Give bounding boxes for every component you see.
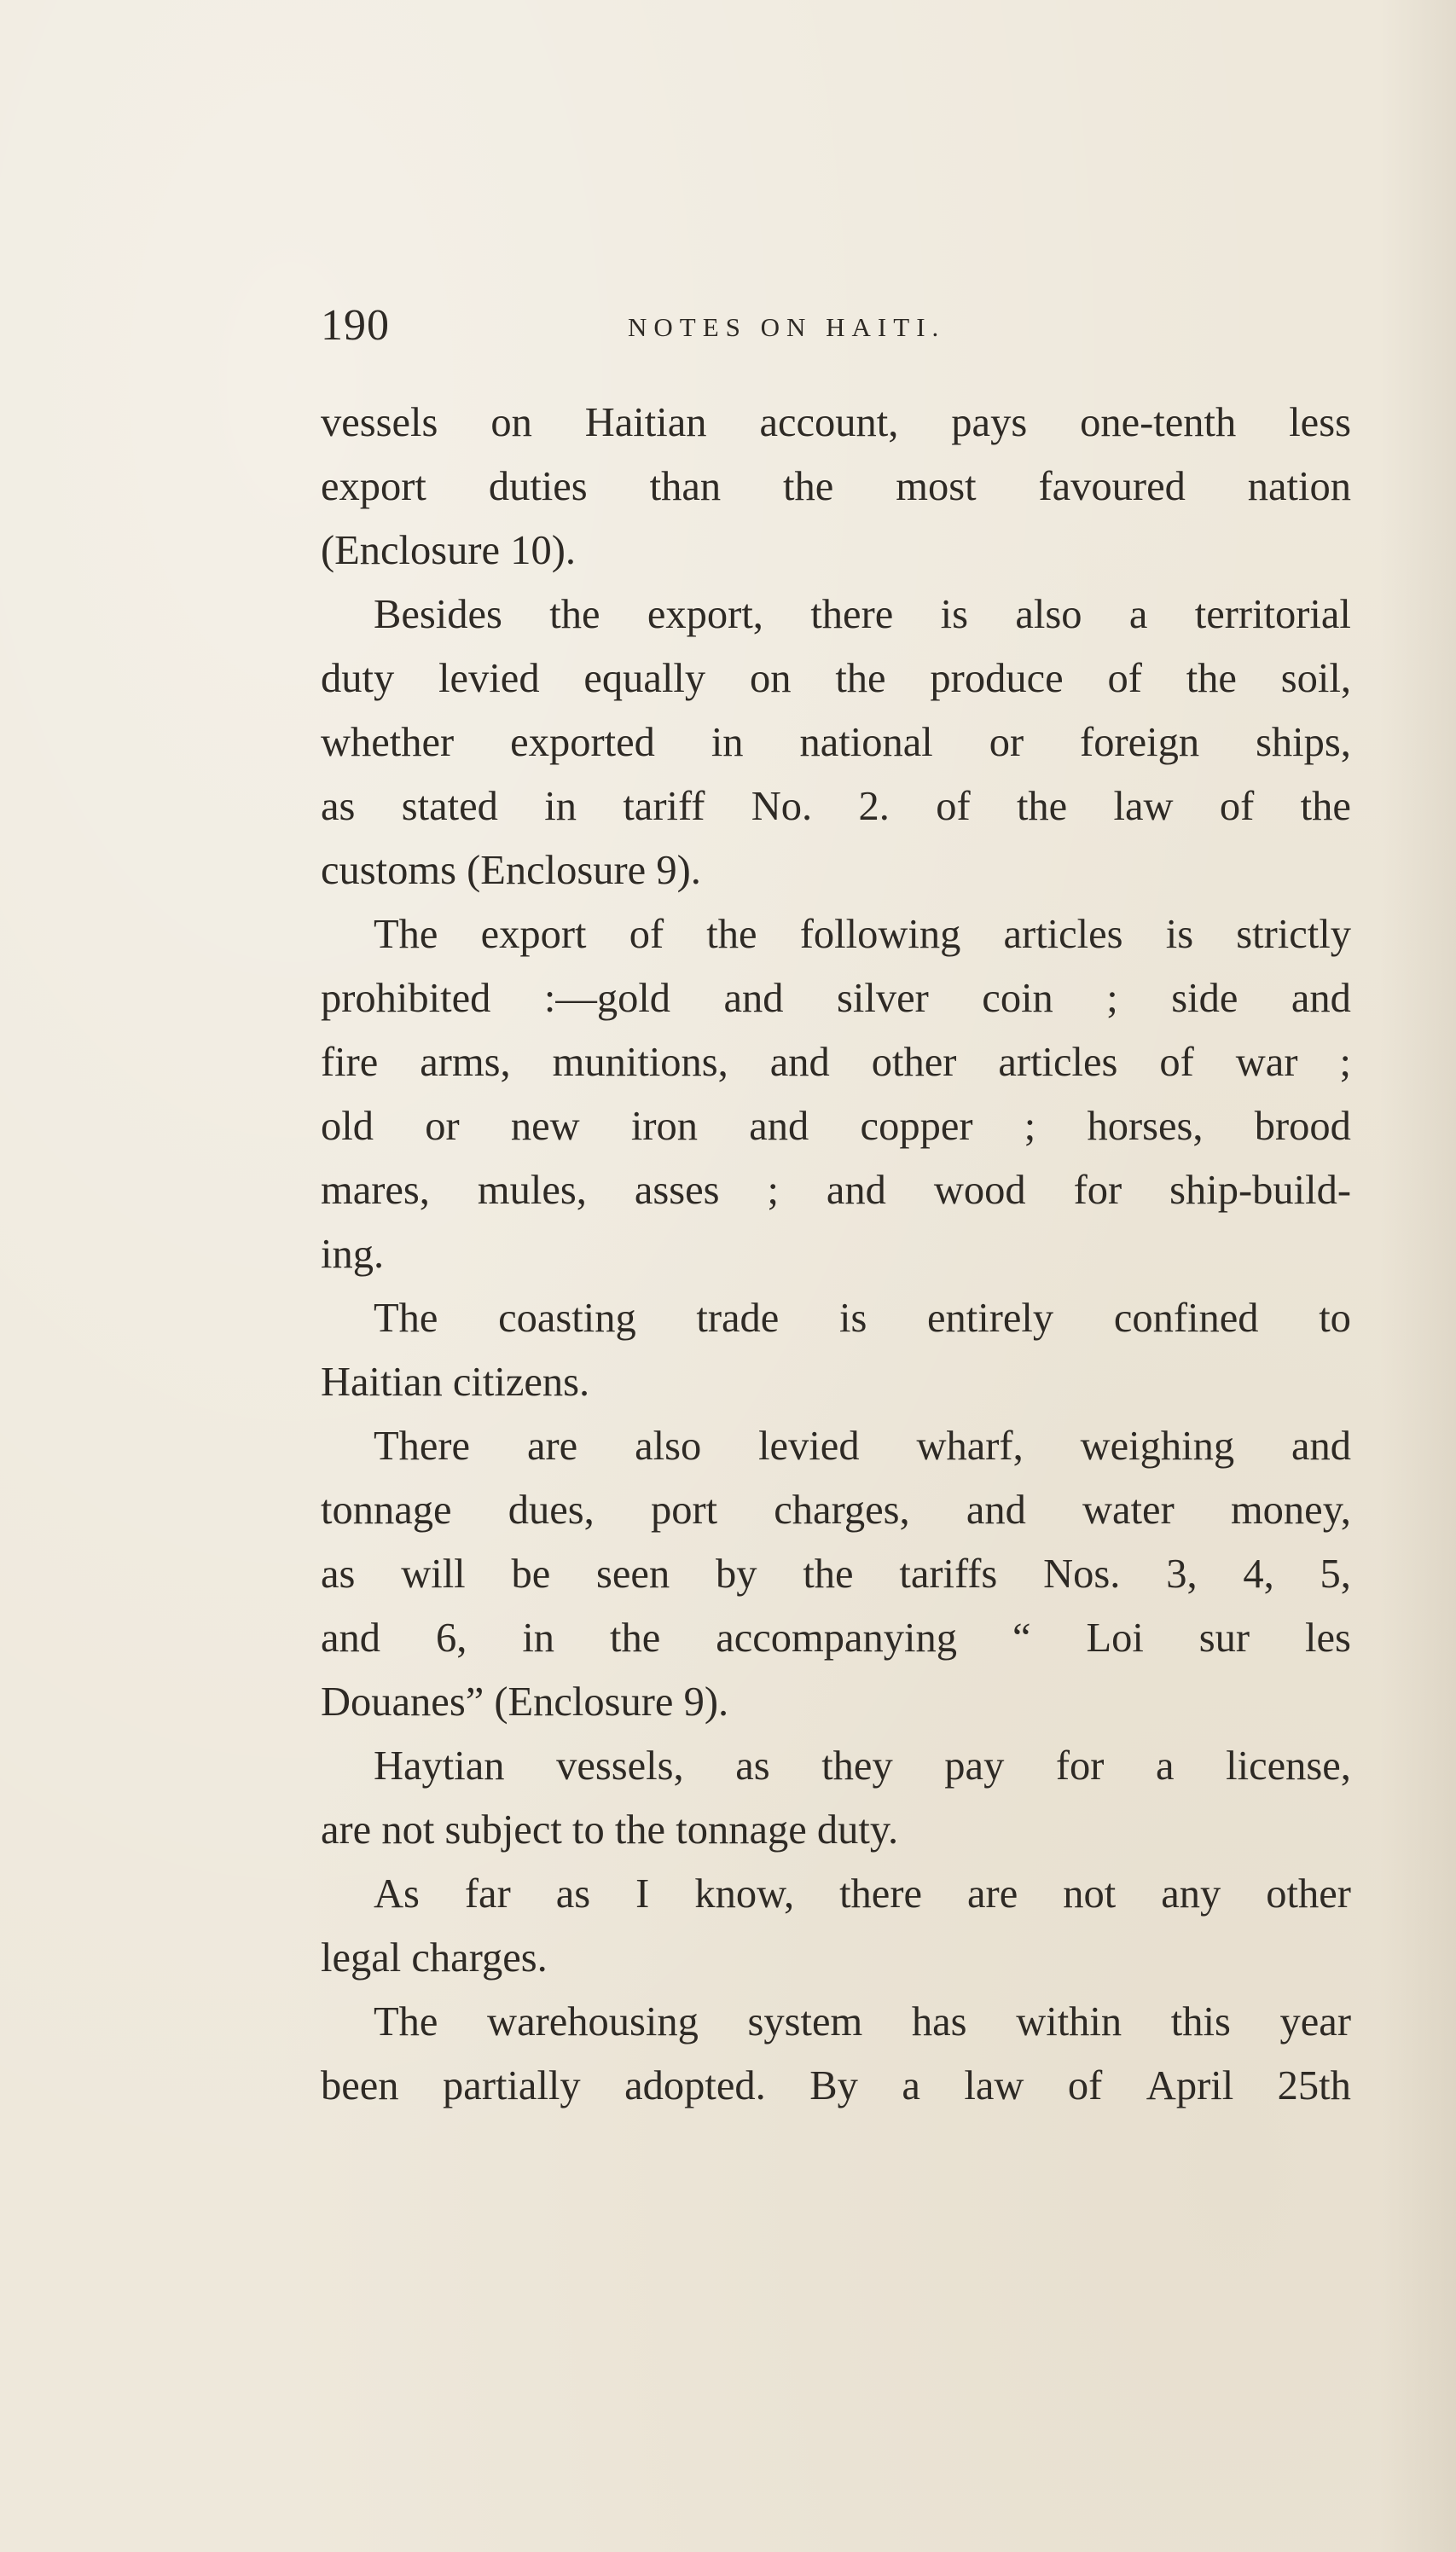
word: on: [750, 656, 792, 701]
text-line: [321, 1222, 1351, 1286]
word: accompanying: [716, 1615, 958, 1661]
word: charges,: [774, 1488, 910, 1533]
word: of: [629, 912, 664, 957]
word: other: [1266, 1871, 1351, 1917]
word: or: [425, 1104, 460, 1149]
word: this: [1170, 1999, 1231, 2044]
word: copper: [860, 1104, 973, 1149]
word: of: [1067, 2063, 1103, 2108]
word: Haitian: [584, 400, 707, 445]
word: export: [480, 912, 587, 957]
word: the: [1016, 784, 1068, 829]
word: know,: [694, 1871, 795, 1917]
word: Loi: [1086, 1615, 1144, 1661]
word: the: [706, 912, 757, 957]
word: 3,: [1166, 1552, 1198, 1597]
text-line: [321, 1926, 1351, 1990]
word: less: [1289, 400, 1351, 445]
word: The: [374, 912, 438, 957]
word: strictly: [1236, 912, 1351, 957]
word: as: [555, 1871, 591, 1917]
word: ;: [767, 1168, 779, 1213]
word: has: [911, 1999, 967, 2044]
word: the: [783, 464, 834, 509]
word: Haytian: [374, 1743, 505, 1789]
word: they: [821, 1743, 893, 1789]
running-title: NOTES ON HAITI.: [628, 312, 946, 342]
word: fire: [321, 1040, 379, 1085]
word: year: [1279, 1999, 1351, 2044]
word: ship-build-: [1169, 1168, 1351, 1213]
word: partially: [443, 2063, 581, 2108]
text-line: [321, 1734, 1351, 1798]
word: than: [649, 464, 722, 509]
word: weighing: [1080, 1424, 1235, 1469]
word: a: [902, 2063, 920, 2108]
word: silver: [837, 976, 929, 1021]
word: The: [374, 1999, 438, 2044]
word: produce: [930, 656, 1064, 701]
text-line: [321, 1606, 1351, 1670]
word: coin: [982, 976, 1053, 1021]
word: duty.: [816, 1807, 899, 1853]
word: in: [522, 1615, 555, 1661]
word: duty: [321, 656, 395, 701]
word: be: [511, 1552, 551, 1597]
word: munitions,: [552, 1040, 728, 1085]
word: prohibited: [321, 976, 491, 1021]
word: and: [769, 1040, 830, 1085]
word: 9).: [683, 1679, 729, 1725]
text-line: [321, 902, 1351, 966]
text-line: [321, 455, 1351, 519]
word: foreign: [1080, 720, 1200, 765]
word: customs: [321, 848, 467, 893]
text-line: [321, 583, 1351, 647]
word: most: [896, 464, 977, 509]
word: far: [464, 1871, 511, 1917]
word: there: [839, 1871, 923, 1917]
text-line: [321, 391, 1351, 455]
text-line: [321, 1478, 1351, 1542]
word: the: [835, 656, 886, 701]
word: will: [401, 1552, 466, 1597]
word: a: [1128, 592, 1148, 637]
word: (Enclosure: [321, 528, 511, 573]
text-line: [321, 1158, 1351, 1222]
text-line: [321, 647, 1351, 710]
word: national: [799, 720, 933, 765]
word: export,: [647, 592, 763, 637]
word: other: [871, 1040, 957, 1085]
word: money,: [1230, 1488, 1351, 1533]
word: is: [1165, 912, 1194, 957]
word: the: [803, 1552, 854, 1597]
word: (Enclosure: [494, 1679, 684, 1725]
word: subject: [444, 1807, 572, 1853]
word: are: [967, 1871, 1018, 1917]
word: warehousing: [487, 1999, 699, 2044]
word: horses,: [1087, 1104, 1204, 1149]
word: “: [1012, 1615, 1031, 1661]
word: there: [810, 592, 894, 637]
word: by: [716, 1552, 757, 1597]
word: the: [614, 1807, 676, 1853]
word: No.: [751, 784, 813, 829]
word: on: [490, 400, 532, 445]
word: one-tenth: [1080, 400, 1237, 445]
word: There: [374, 1424, 471, 1469]
word: (Enclosure: [467, 848, 657, 893]
text-line: [321, 519, 1351, 583]
word: law: [964, 2063, 1024, 2108]
word: 6,: [435, 1615, 467, 1661]
word: law: [1113, 784, 1174, 829]
word: confined: [1113, 1296, 1259, 1341]
text-line: [321, 1350, 1351, 1414]
word: and: [749, 1104, 809, 1149]
word: side: [1171, 976, 1238, 1021]
word: are: [526, 1424, 578, 1469]
word: brood: [1254, 1104, 1351, 1149]
word: also: [635, 1424, 702, 1469]
word: a: [1156, 1743, 1175, 1789]
text-line: [321, 1414, 1351, 1478]
word: duties: [488, 464, 588, 509]
word: tonnage: [676, 1807, 817, 1853]
word: adopted.: [624, 2063, 766, 2108]
text-line: [321, 1030, 1351, 1094]
word: arms,: [420, 1040, 511, 1085]
word: system: [747, 1999, 863, 2044]
text-line: [321, 1094, 1351, 1158]
word: to: [1319, 1296, 1351, 1341]
word: entirely: [927, 1296, 1054, 1341]
word: old: [321, 1104, 374, 1149]
text-line: [321, 838, 1351, 902]
word: the: [1300, 784, 1351, 829]
word: the: [1186, 656, 1237, 701]
word: Besides: [374, 592, 502, 637]
word: articles: [998, 1040, 1118, 1085]
text-line: [321, 774, 1351, 838]
word: license,: [1226, 1743, 1351, 1789]
word: 2.: [858, 784, 890, 829]
word: and: [321, 1615, 381, 1661]
word: coasting: [498, 1296, 636, 1341]
word: for: [1055, 1743, 1105, 1789]
word: tariffs: [899, 1552, 998, 1597]
word: any: [1161, 1871, 1221, 1917]
word: articles: [1003, 912, 1123, 957]
word: of: [936, 784, 971, 829]
page-number: 190: [321, 301, 390, 350]
text-line: [321, 1670, 1351, 1734]
word: pay: [944, 1743, 1005, 1789]
word: within: [1016, 1999, 1122, 2044]
word: is: [839, 1296, 867, 1341]
word: territorial: [1194, 592, 1351, 637]
word: pays: [951, 400, 1028, 445]
text-line: [321, 966, 1351, 1030]
word: 5,: [1320, 1552, 1351, 1597]
word: 4,: [1243, 1552, 1274, 1597]
word: trade: [696, 1296, 780, 1341]
word: les: [1305, 1615, 1351, 1661]
word: wharf,: [916, 1424, 1024, 1469]
word: vessels: [321, 400, 438, 445]
word: and: [1291, 1424, 1351, 1469]
word: and: [826, 1168, 886, 1213]
text-line: [321, 1542, 1351, 1606]
word: following: [799, 912, 961, 957]
word: ships,: [1256, 720, 1351, 765]
word: stated: [401, 784, 498, 829]
word: whether: [321, 720, 455, 765]
word: the: [549, 592, 600, 637]
text-line: [321, 2054, 1351, 2118]
word: new: [510, 1104, 580, 1149]
word: tonnage: [321, 1488, 452, 1533]
text-line: [321, 1990, 1351, 2054]
word: sur: [1198, 1615, 1250, 1661]
word: citizens.: [452, 1360, 590, 1405]
word: are: [321, 1807, 382, 1853]
word: exported: [510, 720, 655, 765]
word: ing.: [321, 1232, 385, 1277]
word: seen: [596, 1552, 670, 1597]
word: water: [1082, 1488, 1175, 1533]
word: ;: [1339, 1040, 1351, 1085]
word: or: [989, 720, 1024, 765]
word: April: [1146, 2063, 1234, 2108]
word: also: [1015, 592, 1082, 637]
word: and: [1291, 976, 1351, 1021]
word: soil,: [1280, 656, 1351, 701]
word: not: [381, 1807, 445, 1853]
text-line: [321, 710, 1351, 774]
word: By: [809, 2063, 858, 2108]
word: Haitian: [321, 1360, 453, 1405]
word: of: [1159, 1040, 1194, 1085]
word: account,: [759, 400, 899, 445]
word: war: [1235, 1040, 1298, 1085]
word: The: [374, 1296, 438, 1341]
word: As: [374, 1871, 420, 1917]
word: equally: [583, 656, 706, 701]
word: mares,: [321, 1168, 430, 1213]
word: :—gold: [543, 976, 671, 1021]
text-line: [321, 1798, 1351, 1862]
word: iron: [630, 1104, 699, 1149]
word: vessels,: [556, 1743, 684, 1789]
word: levied: [758, 1424, 860, 1469]
word: dues,: [508, 1488, 595, 1533]
page-edge-shadow: [1379, 0, 1456, 2552]
word: I: [635, 1871, 650, 1917]
text-line: [321, 1862, 1351, 1926]
word: as: [735, 1743, 770, 1789]
word: and: [723, 976, 784, 1021]
word: the: [610, 1615, 661, 1661]
word: been: [321, 2063, 399, 2108]
word: to: [571, 1807, 615, 1853]
word: charges.: [411, 1935, 548, 1981]
word: tariff: [623, 784, 705, 829]
word: ;: [1106, 976, 1118, 1021]
word: Nos.: [1043, 1552, 1121, 1597]
word: of: [1219, 784, 1255, 829]
word: asses: [634, 1168, 720, 1213]
word: in: [544, 784, 577, 829]
text-line: [321, 1286, 1351, 1350]
word: in: [711, 720, 744, 765]
word: export: [321, 464, 426, 509]
word: ;: [1024, 1104, 1036, 1149]
word: of: [1107, 656, 1142, 701]
word: nation: [1247, 464, 1351, 509]
word: favoured: [1038, 464, 1186, 509]
word: Douanes”: [321, 1679, 495, 1725]
word: not: [1063, 1871, 1117, 1917]
word: legal: [321, 1935, 412, 1981]
word: levied: [438, 656, 540, 701]
word: as: [321, 784, 356, 829]
word: and: [966, 1488, 1026, 1533]
word: as: [321, 1552, 356, 1597]
word: 9).: [656, 848, 701, 893]
word: port: [650, 1488, 718, 1533]
word: 10).: [510, 528, 576, 573]
word: mules,: [477, 1168, 587, 1213]
word: for: [1073, 1168, 1122, 1213]
body-text: [321, 391, 1351, 2118]
running-head: [321, 300, 1088, 360]
word: 25th: [1277, 2063, 1351, 2108]
word: wood: [933, 1168, 1026, 1213]
word: is: [940, 592, 968, 637]
